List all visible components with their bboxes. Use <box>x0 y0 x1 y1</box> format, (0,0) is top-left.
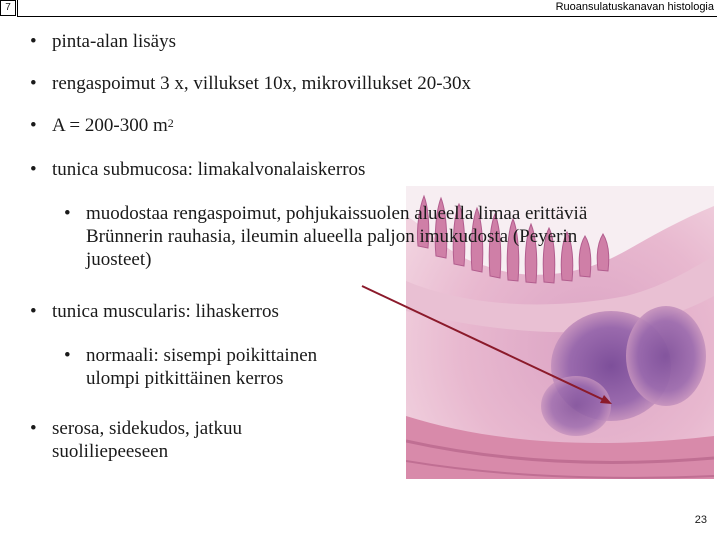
bullet-text-area <box>52 114 710 137</box>
header-divider-vertical <box>17 0 18 17</box>
bullet-3 <box>30 114 710 137</box>
page-number: 23 <box>694 514 707 526</box>
sub-bullet-1 <box>64 202 644 271</box>
bullet-text <box>86 344 404 390</box>
sub-bullet-2 <box>64 344 404 390</box>
area-superscript: 2 <box>167 116 174 130</box>
line-1: normaali: sisempi poikittainen <box>86 345 318 366</box>
header-divider <box>17 16 717 17</box>
bullet-text <box>52 417 400 463</box>
bullet-text: tunica muscularis: lihaskerros <box>52 301 279 322</box>
bullet-dot-icon: • <box>30 418 37 439</box>
bullet-2 <box>30 72 710 95</box>
slide-number: 7 <box>0 0 16 16</box>
area-formula: A = 200-300 m <box>52 115 168 136</box>
bullet-dot-icon: • <box>30 301 37 322</box>
bullet-1 <box>30 30 710 53</box>
bullet-dot-icon: • <box>30 115 37 136</box>
bullet-dot-icon: • <box>30 73 37 94</box>
bullet-5 <box>30 300 410 323</box>
bullet-dot-icon: • <box>64 345 71 366</box>
line-2: suoliliepeeseen <box>52 441 169 462</box>
header-title: Ruoansulatuskanavan histologia <box>555 1 714 13</box>
bullet-dot-icon: • <box>30 31 37 52</box>
bullet-text: rengaspoimut 3 x, villukset 10x, mikrovillukset 20-30x <box>52 73 472 94</box>
bullet-4 <box>30 158 710 181</box>
bullet-dot-icon: • <box>30 159 37 180</box>
bullet-text: tunica submucosa: limakalvonalaiskerros <box>52 159 366 180</box>
line-2: ulompi pitkittäinen kerros <box>86 368 284 389</box>
line-1: serosa, sidekudos, jatkuu <box>52 418 242 439</box>
bullet-6 <box>30 417 400 463</box>
bullet-text: pinta-alan lisäys <box>52 31 176 52</box>
bullet-dot-icon: • <box>64 203 71 224</box>
bullet-text: muodostaa rengaspoimut, pohjukaissuolen alueella limaa erittäviä Brünnerin rauhasia, ileumin alueella paljon imukudosta (Peyerin juosteet) <box>86 203 588 270</box>
